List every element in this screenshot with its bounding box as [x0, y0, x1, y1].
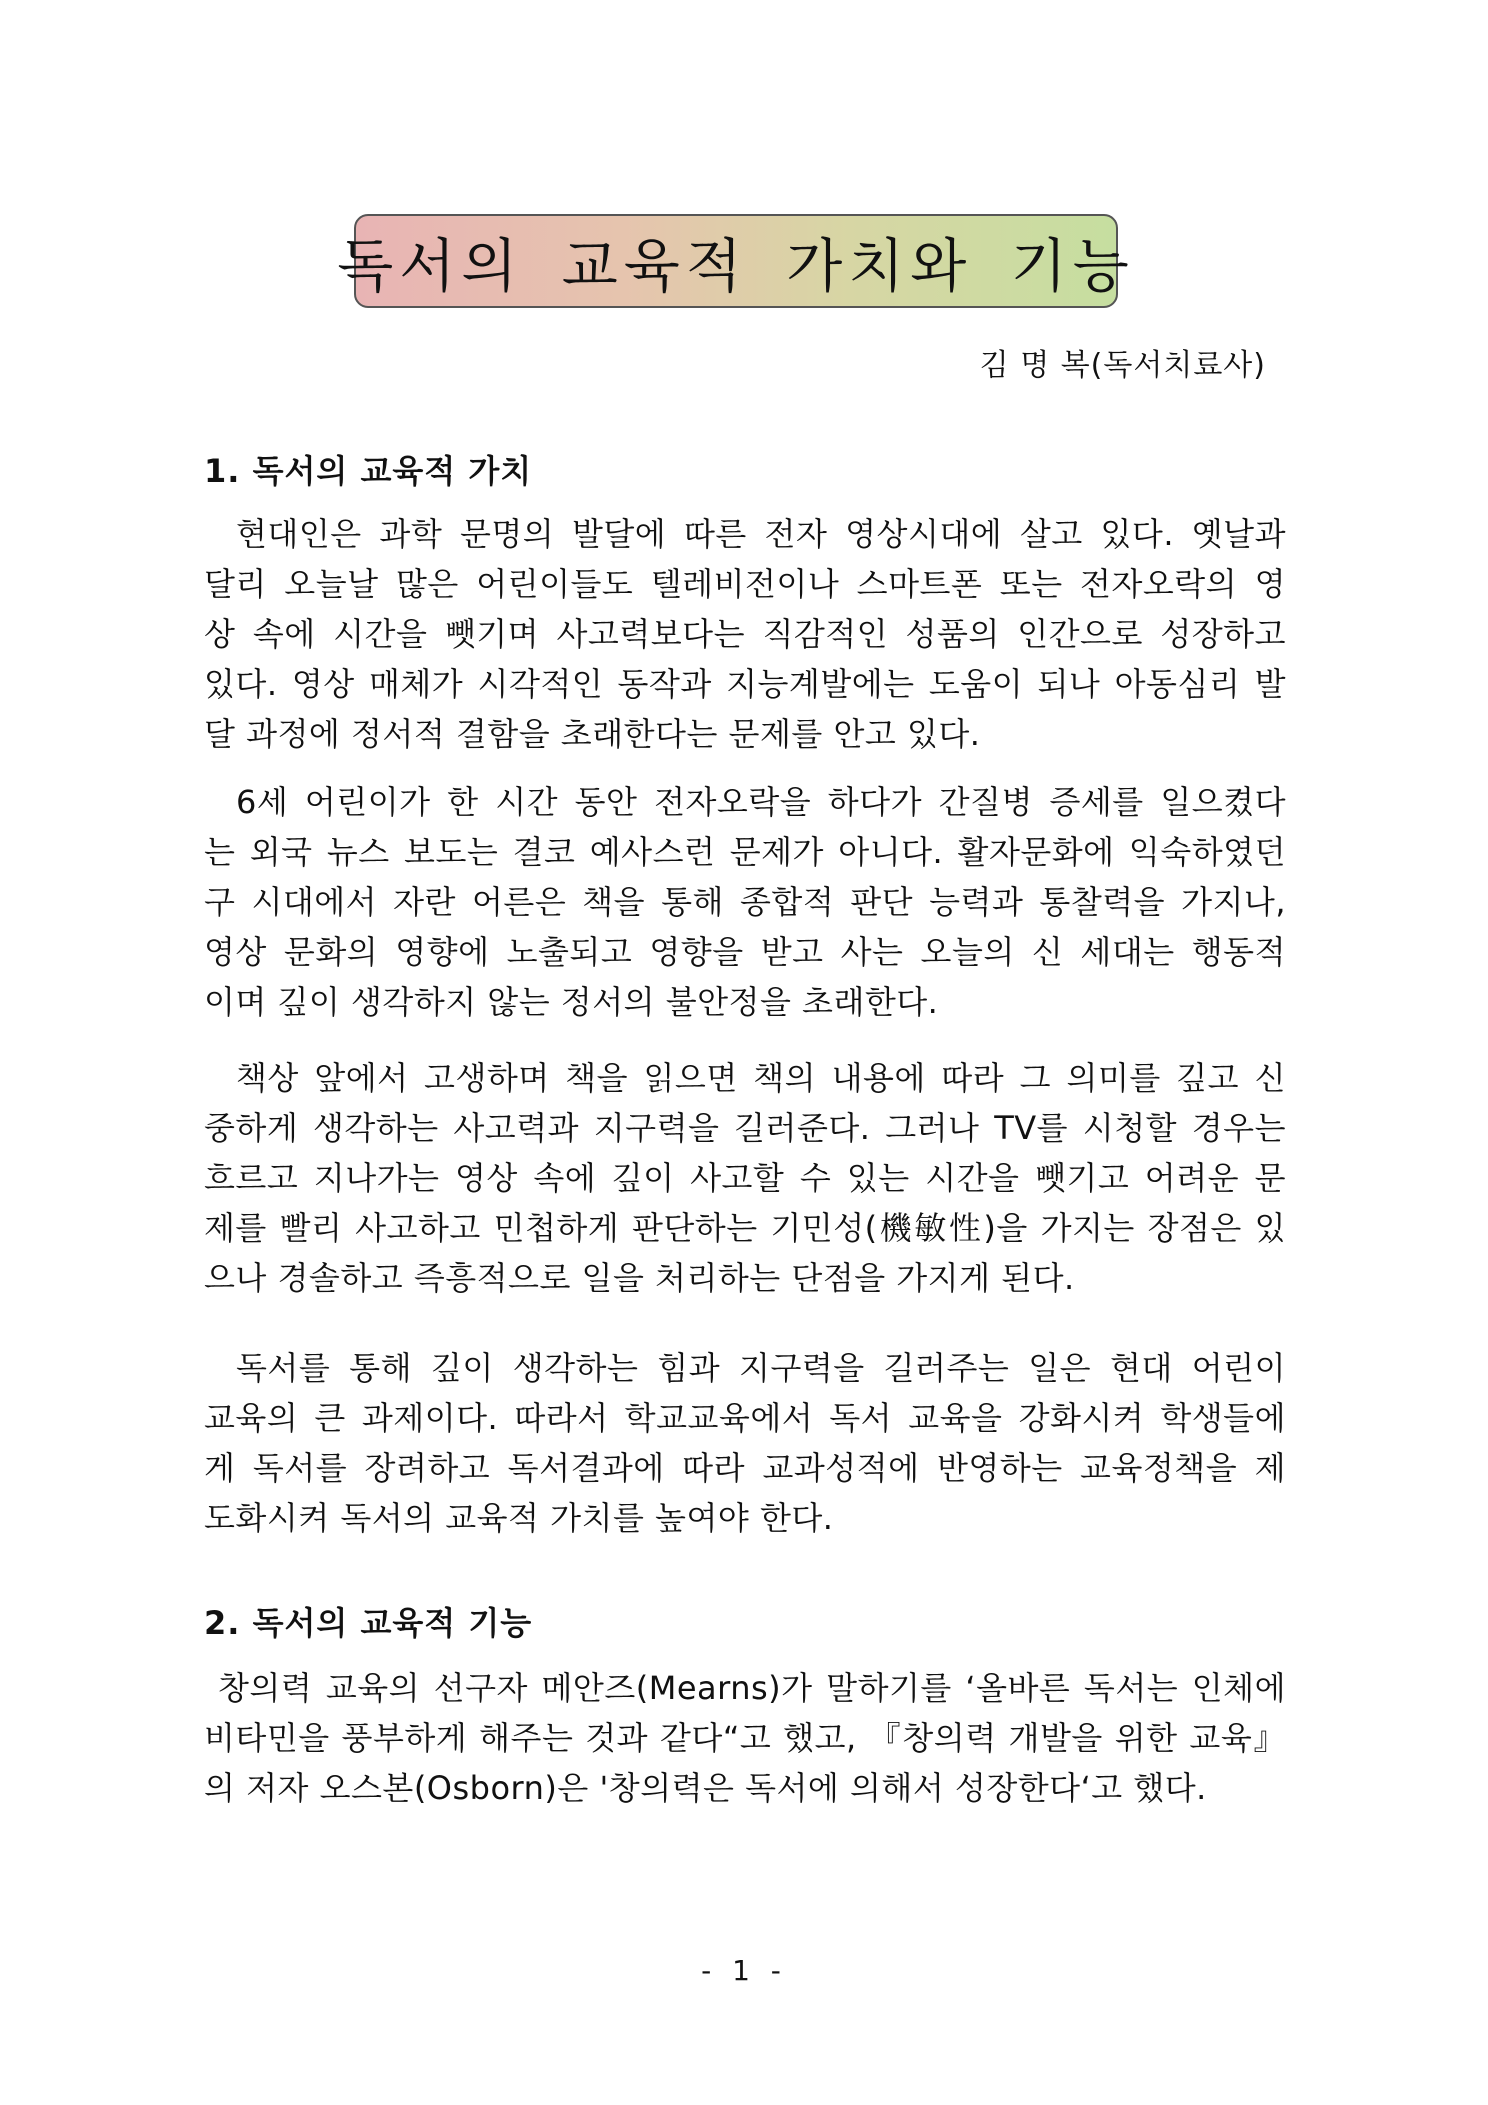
paragraph-line: 현대인은 과학 문명의 발달에 따른 전자 영상시대에 살고 있다. 옛날과 [236, 515, 1286, 553]
paragraph-line: 있다. 영상 매체가 시각적인 동작과 지능계발에는 도움이 되나 아동심리 발 [204, 665, 1286, 703]
paragraph-line: 으나 경솔하고 즉흥적으로 일을 처리하는 단점을 가지게 된다. [204, 1259, 1075, 1297]
paragraph-line: 제를 빨리 사고하고 민첩하게 판단하는 기민성(機敏性)을 가지는 장점은 있 [204, 1209, 1286, 1247]
paragraph-line: 창의력 교육의 선구자 메안즈(Mearns)가 말하기를 ‘올바른 독서는 인체에 [218, 1669, 1286, 1707]
paragraph-line: 교육의 큰 과제이다. 따라서 학교교육에서 독서 교육을 강화시켜 학생들에 [204, 1399, 1286, 1437]
paragraph-line: 달 과정에 정서적 결함을 초래한다는 문제를 안고 있다. [204, 715, 981, 753]
paragraph-line: 상 속에 시간을 뺏기며 사고력보다는 직감적인 성품의 인간으로 성장하고 [204, 615, 1286, 653]
paragraph-line: 의 저자 오스본(Osborn)은 '창의력은 독서에 의해서 성장한다‘고 했다. [204, 1769, 1207, 1807]
paragraph-line: 도화시켜 독서의 교육적 가치를 높여야 한다. [204, 1499, 834, 1537]
paragraph-line: 독서를 통해 깊이 생각하는 힘과 지구력을 길러주는 일은 현대 어린이 [236, 1349, 1286, 1387]
paragraph-line: 중하게 생각하는 사고력과 지구력을 길러준다. 그러나 TV를 시청할 경우는 [204, 1109, 1286, 1147]
title-banner [337, 214, 1135, 308]
paragraph-line: 비타민을 풍부하게 해주는 것과 같다“고 했고, 『창의력 개발을 위한 교육』 [204, 1719, 1286, 1757]
paragraph-line: 구 시대에서 자란 어른은 책을 통해 종합적 판단 능력과 통찰력을 가지나, [204, 883, 1286, 921]
paragraph-line: 달리 오늘날 많은 어린이들도 텔레비전이나 스마트폰 또는 전자오락의 영 [204, 565, 1286, 603]
paragraph-line: 는 외국 뉴스 보도는 결코 예사스런 문제가 아니다. 활자문화에 익숙하였던 [204, 833, 1286, 871]
paragraph-line: 6세 어린이가 한 시간 동안 전자오락을 하다가 간질병 증세를 일으켰다 [236, 783, 1286, 821]
paragraph-line: 게 독서를 장려하고 독서결과에 따라 교과성적에 반영하는 교육정책을 제 [204, 1449, 1286, 1487]
page-title: 독서의 교육적 가치와 기능 [337, 232, 1135, 300]
section-heading-2: 2. 독서의 교육적 기능 [204, 1604, 533, 1642]
paragraph-line: 책상 앞에서 고생하며 책을 읽으면 책의 내용에 따라 그 의미를 깊고 신 [236, 1059, 1286, 1097]
paragraph-line: 영상 문화의 영향에 노출되고 영향을 받고 사는 오늘의 신 세대는 행동적 [204, 933, 1286, 971]
section-heading-1: 1. 독서의 교육적 가치 [204, 452, 533, 490]
author-line: 김 명 복(독서치료사) [979, 348, 1266, 383]
paragraph-line: 이며 깊이 생각하지 않는 정서의 불안정을 초래한다. [204, 983, 939, 1021]
page-number: - 1 - [701, 1954, 787, 1987]
paragraph-line: 흐르고 지나가는 영상 속에 깊이 사고할 수 있는 시간을 뺏기고 어려운 문 [204, 1159, 1286, 1197]
